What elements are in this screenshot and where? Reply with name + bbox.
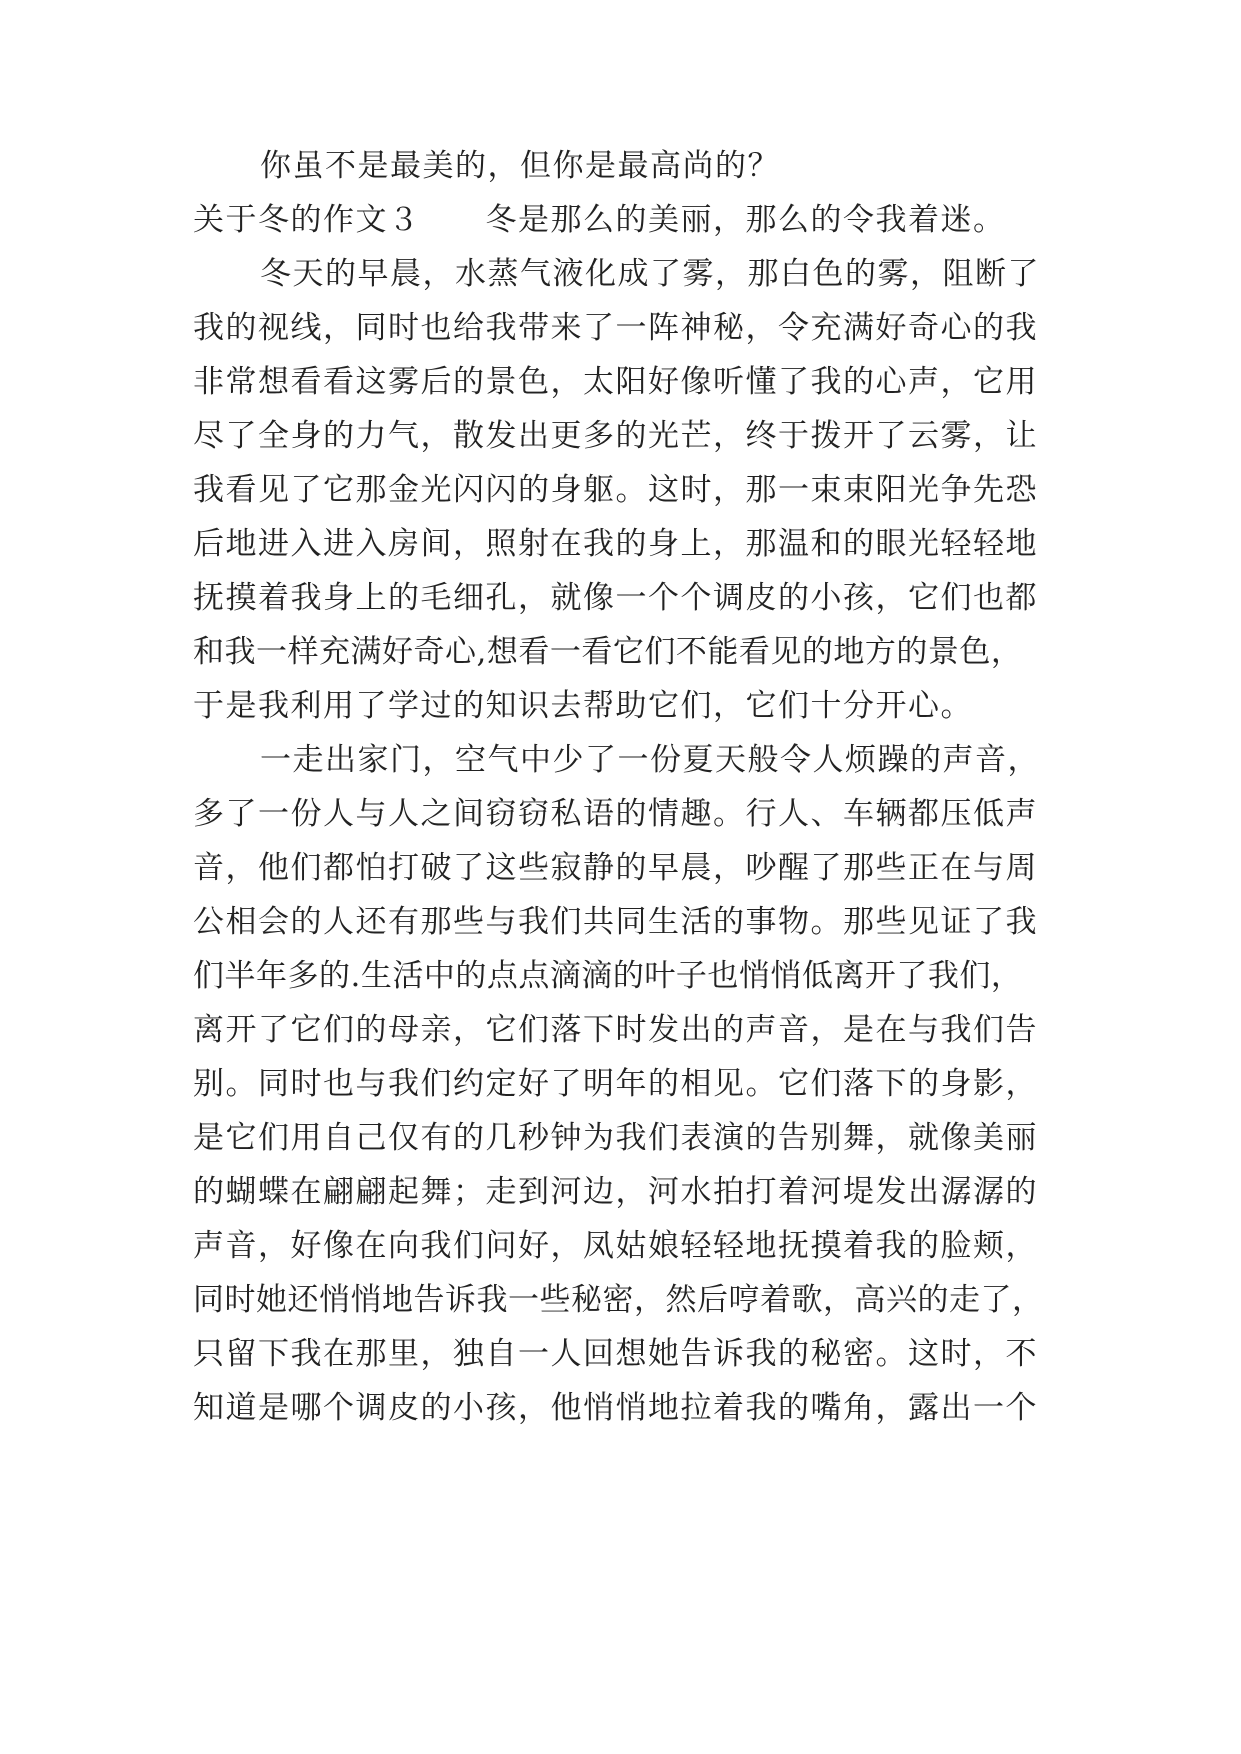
paragraph-line: 知道是哪个调皮的小孩，他悄悄地拉着我的嘴角，露出一个 xyxy=(193,1390,1038,1426)
paragraph-line: 和我一样充满好奇心,想看一看它们不能看见的地方的景色， xyxy=(193,634,1023,670)
paragraph-line: 是它们用自己仅有的几秒钟为我们表演的告别舞，就像美丽 xyxy=(193,1120,1038,1156)
paragraph-line: 别。同时也与我们约定好了明年的相见。它们落下的身影， xyxy=(193,1066,1038,1102)
paragraph-line: 多了一份人与人之间窃窃私语的情趣。行人、车辆都压低声 xyxy=(193,796,1038,832)
paragraph-line: 于是我利用了学过的知识去帮助它们，它们十分开心。 xyxy=(193,688,973,724)
paragraph-line: 们半年多的.生活中的点点滴滴的叶子也悄悄低离开了我们， xyxy=(193,958,1023,994)
paragraph-line: 的蝴蝶在翩翩起舞；走到河边，河水拍打着河堤发出潺潺的 xyxy=(193,1174,1038,1210)
paragraph-line: 抚摸着我身上的毛细孔，就像一个个调皮的小孩，它们也都 xyxy=(193,580,1038,616)
paragraph-line: 冬天的早晨，水蒸气液化成了雾，那白色的雾，阻断了 xyxy=(260,256,1040,292)
paragraph-line: 我看见了它那金光闪闪的身躯。这时，那一束束阳光争先恐 xyxy=(193,472,1038,508)
paragraph-line: 只留下我在那里，独自一人回想她告诉我的秘密。这时，不 xyxy=(193,1336,1038,1372)
paragraph-line: 声音，好像在向我们问好，凤姑娘轻轻地抚摸着我的脸颊， xyxy=(193,1228,1038,1264)
paragraph-line: 音，他们都怕打破了这些寂静的早晨，吵醒了那些正在与周 xyxy=(193,850,1038,886)
paragraph-line: 一走出家门，空气中少了一份夏天般令人烦躁的声音， xyxy=(260,742,1040,778)
essay-title-line: 关于冬的作文３ 冬是那么的美丽，那么的令我着迷。 xyxy=(193,202,1006,238)
paragraph-line: 后地进入进入房间，照射在我的身上，那温和的眼光轻轻地 xyxy=(193,526,1038,562)
paragraph-line: 我的视线，同时也给我带来了一阵神秘，令充满好奇心的我 xyxy=(193,310,1038,346)
paragraph-line: 你虽不是最美的，但你是最高尚的？ xyxy=(260,148,780,184)
paragraph-line: 非常想看看这雾后的景色，太阳好像听懂了我的心声，它用 xyxy=(193,364,1038,400)
paragraph-line: 尽了全身的力气，散发出更多的光芒，终于拨开了云雾，让 xyxy=(193,418,1038,454)
paragraph-line: 公相会的人还有那些与我们共同生活的事物。那些见证了我 xyxy=(193,904,1038,940)
paragraph-line: 离开了它们的母亲，它们落下时发出的声音，是在与我们告 xyxy=(193,1012,1038,1048)
paragraph-line: 同时她还悄悄地告诉我一些秘密，然后哼着歌，高兴的走了， xyxy=(193,1282,1044,1318)
